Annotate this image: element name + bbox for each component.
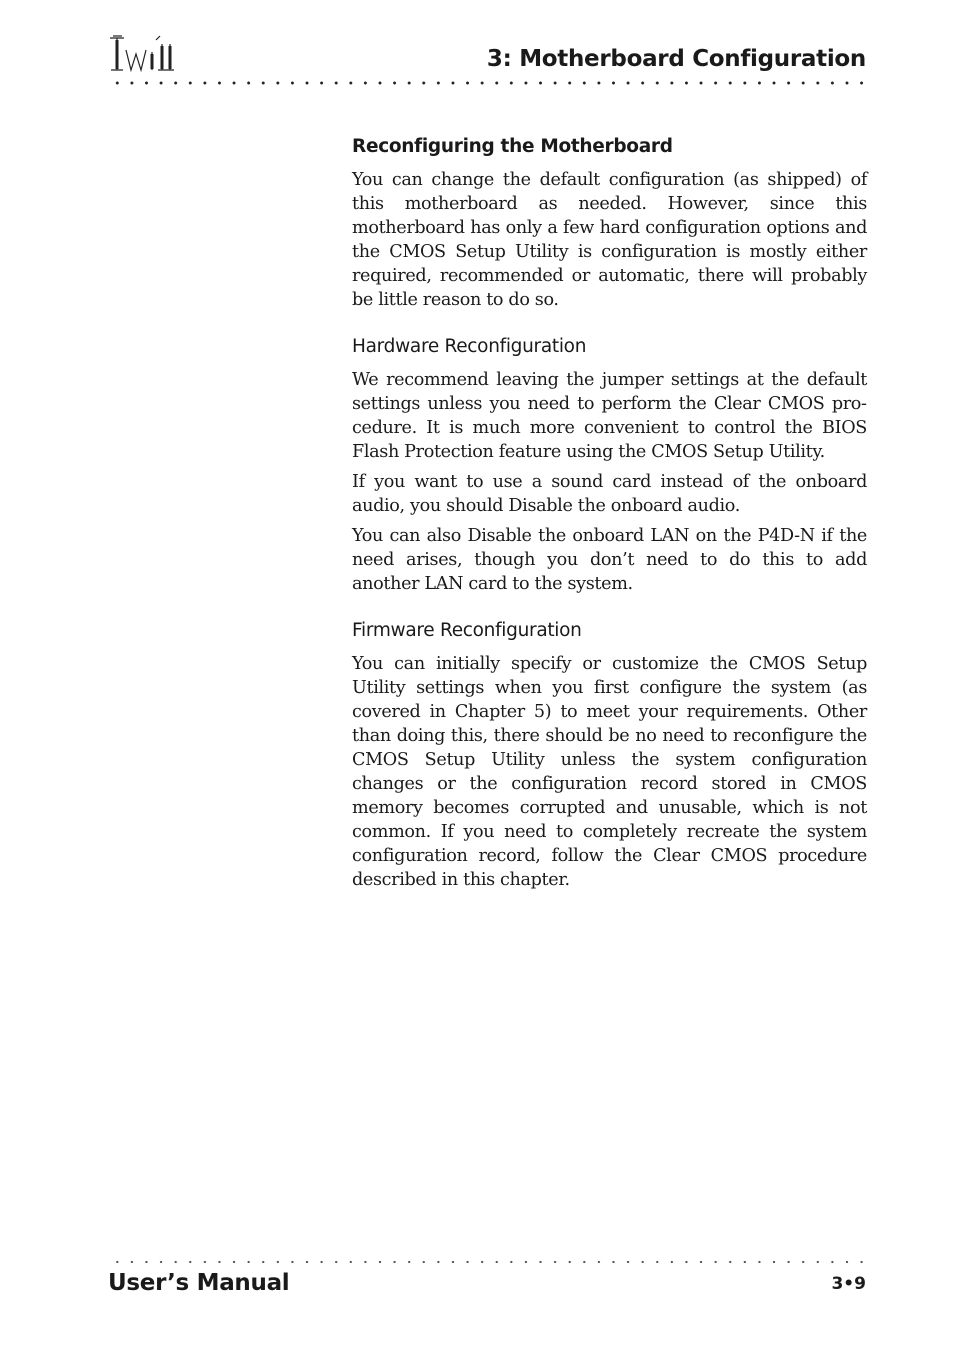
main-content xyxy=(352,134,867,898)
paragraph: You can change the default configuration (as shipped) of this motherboard as needed. However, since this motherboard has only a few hard configuration options and the CMOS Setup Utility is configuration is mostly either required, recommended or automatic, there will probably be little reason to do so. xyxy=(352,170,867,310)
chapter-title: 3: Motherboard Configuration xyxy=(486,46,866,72)
paragraph: We recommend leaving the jumper settings at the default settings unless you need to perform the Clear CMOS procedure. It is much more convenient to control the BIOS Flash Protection feature using the CMOS Setup Utility. xyxy=(352,370,867,462)
header-dotted-rule xyxy=(110,81,868,85)
footer-manual-title: User’s Manual xyxy=(108,1270,290,1296)
paragraph: If you want to use a sound card instead of the onboard audio, you should Disable the onboard audio. xyxy=(352,472,867,516)
paragraph: You can initially specify or customize the CMOS Setup Utility settings when you first configure the system (as covered in Chapter 5) to meet your requirements. Other than doing this, there should be no need to reconfigure the CMOS Setup Utility unless the system configuration changes or the configuration record stored in CMOS memory becomes corrupted and unusable, which is not common. If you need to completely recreate the system configuration record, follow the Clear CMOS procedure described in this chapter. xyxy=(352,654,867,890)
page-number: 3•9 xyxy=(831,1274,866,1294)
section-heading-hardware: Hardware Reconfiguration xyxy=(352,336,587,357)
section-heading-firmware: Firmware Reconfiguration xyxy=(352,620,582,641)
section-heading-reconfiguring: Reconfiguring the Motherboard xyxy=(352,136,673,157)
iwill-logo xyxy=(108,34,180,74)
footer-dotted-rule xyxy=(110,1260,868,1264)
paragraph: You can also Disable the onboard LAN on the P4D-N if the need arises, though you don’t need to do this to add another LAN card to the system. xyxy=(352,526,867,594)
